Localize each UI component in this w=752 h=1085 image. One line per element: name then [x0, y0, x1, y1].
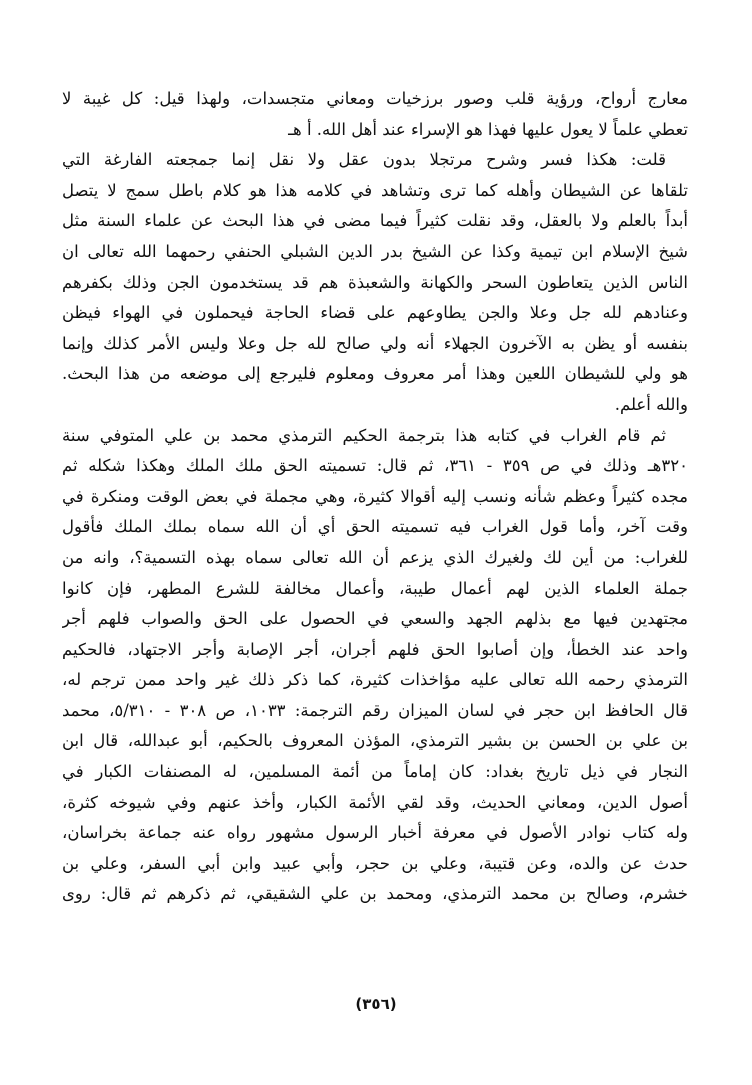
text-line: مجده كثيراً وعظم شأنه ونسب إليه أقوالا كثيرة، وهي مجملة في بعض الوقت ومنكرة في — [62, 486, 688, 506]
text-line: ٣٢٠هـ وذلك في ص ٣٥٩ - ٣٦١، ثم قال: تسميته الحق ملك الملك وهكذا شكله ثم — [62, 456, 688, 476]
page-number: (٣٥٦) — [355, 995, 397, 1013]
text-line: جملة العلماء الذين لهم أعمال طيبة، وأعمال مخالفة للشرع المطهر، فإن كانوا — [62, 578, 688, 598]
text-line: وله كتاب نوادر الأصول في معرفة أخبار الرسول مشهور رواه عنه جماعة بخراسان، — [62, 823, 688, 843]
text-line: خشرم، وصالح بن محمد الترمذي، ومحمد بن علي الشقيقي، ثم ذكرهم ثم قال: روى — [62, 884, 688, 904]
text-line: حدث عن والده، وعن قتيبة، وعلي بن حجر، وأبي عبيد وابن أبي السفر، وعلي بن — [62, 853, 688, 873]
text-line: وقت آخر، وأما قول الغراب فيه تسميته الحق أي أن الله سماه بملك الملك فأقول — [62, 517, 688, 537]
text-line: واحد عند الخطأ، وإن أصابوا الحق فلهم أجران، أجر الإصابة وأجر الاجتهاد، فالحكيم — [62, 639, 688, 659]
text-line: وعنادهم لله جل وعلا والجن يطاوعهم على قضاء الحاجة فيحملون في الهواء فيظن — [62, 303, 688, 323]
text-line: تلقاها عن الشيطان وأهله كما ترى وتشاهد في كلامه هذا هو كلام باطل سمج لا يتصل — [62, 180, 688, 200]
text-line: معارج أرواح، ورؤية قلب وصور برزخيات ومعاني متجسدات، ولهذا قيل: كل غيبة لا — [62, 89, 688, 108]
text-line: بنفسه أو يظن به الآخرون الجهلاء أنه ولي صالح لله جل وعلا وليس الأمر كذلك وإنما — [62, 333, 688, 353]
text-line: الناس الذين يتعاطون السحر والكهانة والشعبذة هم قد يستخدمون الجن وذلك بكفرهم — [62, 272, 688, 292]
text-line: قال الحافظ ابن حجر في لسان الميزان رقم الترجمة: ١٠٣٣، ص ٣٠٨ - ٥/٣١٠، محمد — [62, 700, 688, 720]
text-line: للغراب: من أين لك ولغيرك الذي يزعم أن الله تعالى سماه بهذه التسمية؟، وانه من — [62, 547, 688, 567]
text-line: هو ولي للشيطان اللعين وهذا أمر معروف ومعلوم فليرجع إلى موضعه من هذا البحث. — [62, 364, 688, 384]
text-line: شيخ الإسلام ابن تيمية وكذا عن الشيخ بدر الدين الشبلي الحنفي رحمهما الله تعالى ان — [62, 241, 688, 261]
text-line: والله أعلم. — [614, 394, 688, 414]
text-line: ثم قام الغراب في كتابه هذا بترجمة الحكيم الترمذي محمد بن علي المتوفي سنة — [62, 425, 666, 445]
text-line: مجتهدين فيها مع بذلهم الجهد والسعي في الحصول على الحق والصواب فلهم أجر — [62, 609, 688, 629]
text-line: تعطي علماً لا يعول عليها فهذا هو الإسراء عند أهل الله. أ هـ — [288, 119, 688, 139]
text-line: أصول الدين، ومعاني الحديث، وقد لقي الأئمة الكبار، وأخذ عنهم وفي شيوخه كثرة، — [62, 792, 688, 812]
text-line: أبداً بالعلم ولا بالعقل، وقد نقلت كثيراً فيما مضى في هذا البحث عن علماء السنة مثل — [62, 211, 688, 231]
page-body-text — [62, 84, 688, 910]
text-line: بن علي بن الحسن بن بشير الترمذي، المؤذن المعروف بالحكيم، أبو عبدالله، قال ابن — [62, 731, 688, 751]
text-line: الترمذي رحمه الله تعالى عليه مؤاخذات كثيرة، كما ذكر ذلك غير واحد ممن ترجم له، — [62, 670, 688, 690]
text-line: النجار في ذيل تاريخ بغداد: كان إماماً من أئمة المسلمين، له المصنفات الكبار في — [62, 762, 688, 782]
text-line: قلت: هكذا فسر وشرح مرتجلا بدون عقل ولا نقل إنما جمجعته الفارغة التي — [62, 150, 666, 170]
